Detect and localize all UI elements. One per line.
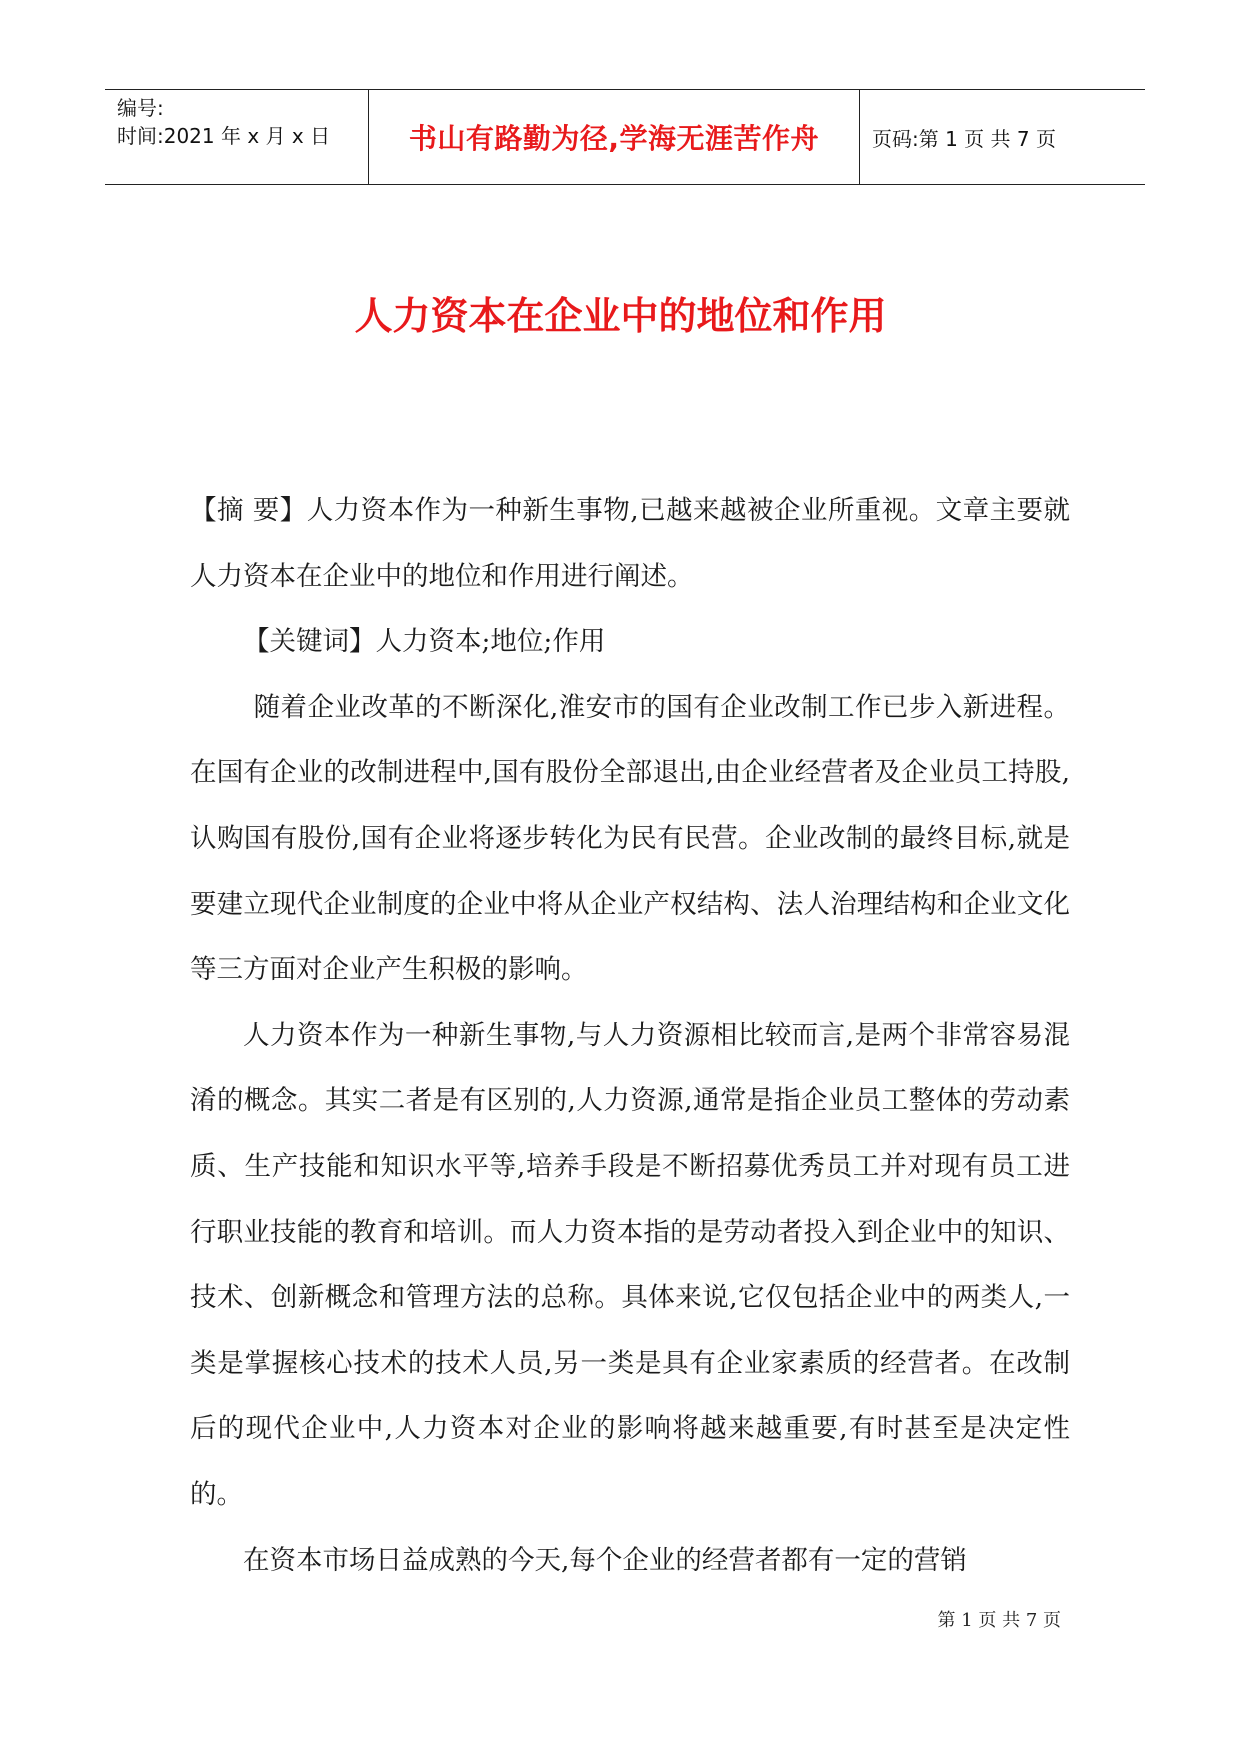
- document-header: [105, 89, 1145, 185]
- header-motto-cell: [369, 90, 860, 184]
- header-page-info: 页码:第 1 页 共 7 页: [872, 126, 1056, 151]
- time-label: 时间:2021 年 x 月 x 日: [117, 124, 331, 148]
- body-paragraph-1: 随着企业改革的不断深化,淮安市的国有企业改制工作已步入新进程。在国有企业的改制进程中,国有股份全部退出,由企业经营者及企业员工持股,认购国有股份,国有企业将逐步转化为民有民营。企业改制的最终目标,就是要建立现代企业制度的企业中将从企业产权结构、法人治理结构和企业文化等三方面对企业产生积极的影响。: [190, 691, 1070, 986]
- document-title: 人力资本在企业中的地位和作用: [354, 294, 887, 338]
- code-label: 编号:: [117, 96, 164, 120]
- motto-text: 书山有路勤为径,学海无涯苦作舟: [408, 122, 820, 155]
- abstract-paragraph: 【摘 要】人力资本作为一种新生事物,已越来越被企业所重视。文章主要就人力资本在企业中的地位和作用进行阐述。: [190, 495, 1070, 592]
- document-body: [190, 478, 1070, 1593]
- header-page-cell: [860, 90, 1145, 184]
- body-paragraph-2: 人力资本作为一种新生事物,与人力资源相比较而言,是两个非常容易混淆的概念。其实二者是有区别的,人力资源,通常是指企业员工整体的劳动素质、生产技能和知识水平等,培养手段是不断招募优秀员工并对现有员工进行职业技能的教育和培训。而人力资本指的是劳动者投入到企业中的知识、技术、创新概念和管理方法的总称。具体来说,它仅包括企业中的两类人,一类是掌握核心技术的技术人员,另一类是具有企业家素质的经营者。在改制后的现代企业中,人力资本对企业的影响将越来越重要,有时甚至是决定性的。: [190, 1019, 1070, 1510]
- body-paragraph-3: 在资本市场日益成熟的今天,每个企业的经营者都有一定的营销: [243, 1544, 967, 1576]
- keywords-paragraph: 【关键词】人力资本;地位;作用: [243, 626, 606, 658]
- page-footer: 第 1 页 共 7 页: [937, 1610, 1061, 1631]
- header-meta-cell: [105, 90, 369, 184]
